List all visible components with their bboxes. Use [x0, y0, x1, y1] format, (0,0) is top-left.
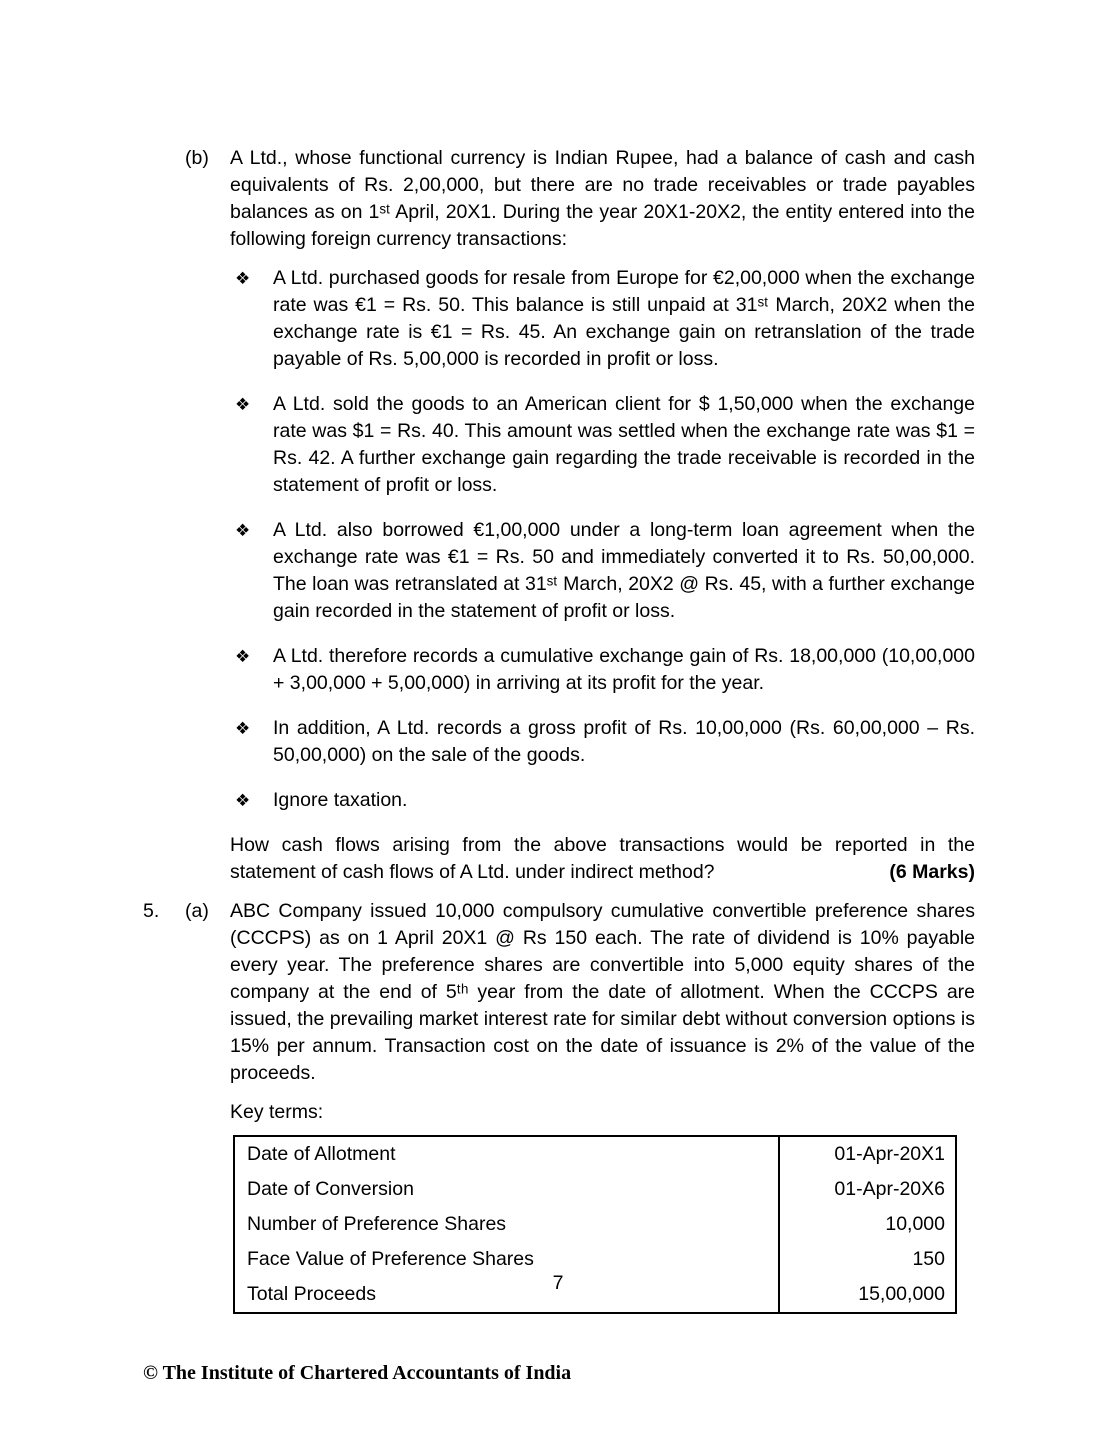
term-value: 01-Apr-20X6 — [834, 1178, 945, 1200]
bullet-text: A Ltd. purchased goods for resale from Europe for €2,00,000 when the exchange rate was €1 = Rs. 50. This balance is still unpaid at 31ˢᵗ March, 20X2 when the exchange rate is €1 = Rs. 45. An exchange gain on retranslation of the trade payable of Rs. 5,00,000 is recorded in profit or loss. — [273, 267, 975, 370]
term-label: Face Value of Preference Shares — [234, 1242, 779, 1277]
bullet-text: A Ltd. sold the goods to an American client for $ 1,50,000 when the exchange rate was $1 = Rs. 40. This amount was settled when the exchange rate was $1 = Rs. 42. A further exchange gain regarding the trade receivable is recorded in the statement of profit or loss. — [273, 393, 975, 496]
diamond-bullet-icon: ❖ — [235, 791, 251, 810]
term-label: Date of Allotment — [234, 1136, 779, 1172]
table-row — [234, 1172, 956, 1207]
question-5a-section — [143, 898, 975, 1314]
question-5a-row — [143, 898, 975, 1087]
term-label: Date of Conversion — [234, 1172, 779, 1207]
question-number: 5. — [143, 900, 160, 922]
term-label: Total Proceeds — [234, 1277, 779, 1313]
bullet-text: Ignore taxation. — [273, 789, 408, 811]
list-item — [235, 265, 975, 373]
list-item — [235, 643, 975, 697]
question-5a-label: (a) — [185, 900, 209, 922]
term-value: 15,00,000 — [858, 1283, 945, 1305]
diamond-bullet-icon: ❖ — [235, 647, 251, 666]
footer-copyright: © The Institute of Chartered Accountants of India — [143, 1362, 572, 1384]
bullet-text: In addition, A Ltd. records a gross profit of Rs. 10,00,000 (Rs. 60,00,000 – Rs. 50,00,000) on the sale of the goods. — [273, 717, 975, 766]
list-item — [235, 715, 975, 769]
part-b-intro-row — [185, 145, 975, 253]
part-b-intro-text: A Ltd., whose functional currency is Indian Rupee, had a balance of cash and cash equivalents of Rs. 2,00,000, but there are no trade receivables or trade payables balances as on 1ˢᵗ April, 20X1. During the year 20X1-20X2, the entity entered into the following foreign currency transactions: — [230, 147, 975, 250]
page-number: 7 — [552, 1272, 564, 1294]
diamond-bullet-icon: ❖ — [235, 719, 251, 738]
table-row — [234, 1136, 956, 1172]
part-b-section — [143, 145, 975, 886]
key-terms-heading: Key terms: — [230, 1101, 324, 1123]
question-5a-body: ABC Company issued 10,000 compulsory cumulative convertible preference shares (CCCPS) as on 1 April 20X1 @ Rs 150 each. The rate of dividend is 10% payable every year. The preference shares are convertible into 5,000 equity shares of the company at the end of 5ᵗʰ year from the date of allotment. When the CCCPS are issued, the prevailing market interest rate for similar debt without conversion options is 15% per annum. Transaction cost on the date of issuance is 2% of the value of the proceeds. — [230, 900, 975, 1084]
term-value: 01-Apr-20X1 — [834, 1143, 945, 1165]
bullet-text: A Ltd. also borrowed €1,00,000 under a long-term loan agreement when the exchange rate was €1 = Rs. 50 and immediately converted it to Rs. 50,00,000. The loan was retranslated at 31ˢᵗ March, 20X2 @ Rs. 45, with a further exchange gain recorded in the statement of profit or loss. — [273, 519, 975, 622]
part-b-bullet-list — [235, 265, 975, 814]
bullet-text: A Ltd. therefore records a cumulative exchange gain of Rs. 18,00,000 (10,00,000 + 3,00,000 + 5,00,000) in arriving at its profit for the year. — [273, 645, 975, 694]
marks-badge: (6 Marks) — [889, 861, 975, 883]
list-item — [235, 787, 975, 814]
part-b-question-text: How cash flows arising from the above transactions would be reported in the statement of cash flows of A Ltd. under indirect method? — [230, 834, 975, 883]
diamond-bullet-icon: ❖ — [235, 395, 251, 414]
list-item — [235, 517, 975, 625]
table-row — [234, 1207, 956, 1242]
list-item — [235, 391, 975, 499]
diamond-bullet-icon: ❖ — [235, 521, 251, 540]
part-b-question — [230, 832, 975, 886]
part-b-label: (b) — [185, 147, 209, 169]
term-value: 10,000 — [885, 1213, 945, 1235]
diamond-bullet-icon: ❖ — [235, 269, 251, 288]
term-value: 150 — [912, 1248, 945, 1270]
term-label: Number of Preference Shares — [234, 1207, 779, 1242]
